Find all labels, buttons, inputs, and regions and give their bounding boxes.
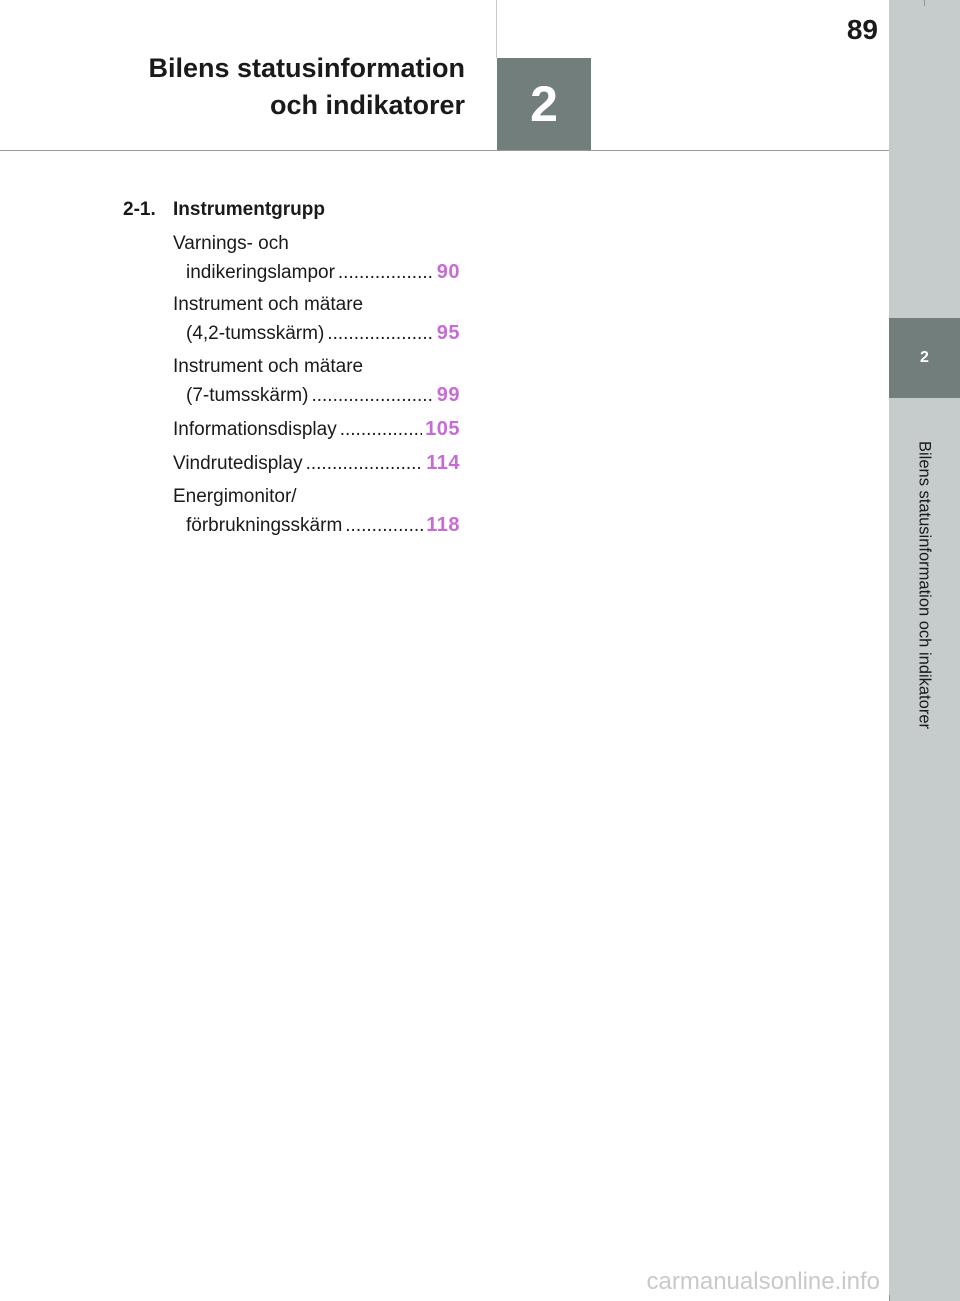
header-divider-vertical (496, 0, 497, 58)
toc-entry-text: indikeringslampor (186, 262, 335, 283)
toc-page-link[interactable]: 99 (436, 384, 460, 406)
toc-page-link[interactable]: 105 (425, 418, 460, 440)
toc-entry-text: Vindrutedisplay (173, 453, 303, 474)
toc-leader-dots (306, 450, 424, 478)
side-tab-title: Bilens statusinformation och indikatorer (915, 441, 934, 729)
chapter-number-box (497, 58, 591, 150)
toc-leader-dots (311, 382, 433, 410)
page-number: 89 (846, 14, 878, 45)
chapter-side-tab[interactable] (889, 318, 960, 398)
toc-entry-gauges-42[interactable] (173, 291, 460, 348)
toc-entry-head-up-display[interactable] (173, 449, 460, 478)
toc-leader-dots (338, 259, 434, 287)
toc-entry-text: Varnings- och (173, 233, 289, 254)
toc-entry-text: Energimonitor/ (173, 486, 297, 507)
toc-entry-energy-monitor[interactable] (173, 483, 460, 540)
toc-entry-text: (4,2-tumsskärm) (186, 323, 325, 344)
toc-leader-dots (340, 416, 422, 444)
toc-leader-dots (327, 320, 433, 348)
crop-mark (924, 0, 925, 6)
chapter-title (100, 50, 465, 124)
toc-entry-text: (7-tumsskärm) (186, 385, 309, 406)
section-number: 2-1. (123, 199, 156, 220)
chapter-number: 2 (530, 76, 558, 132)
toc-entry-text: Instrument och mätare (173, 294, 364, 315)
toc-page-link[interactable]: 114 (426, 452, 460, 474)
toc-page-link[interactable]: 118 (426, 514, 460, 536)
toc-entry-text: Informationsdisplay (173, 419, 337, 440)
toc-page-link[interactable]: 95 (436, 322, 460, 344)
watermark: carmanualsonline.info (646, 1268, 880, 1295)
crop-mark (889, 1295, 890, 1301)
toc-page-link[interactable]: 90 (436, 261, 460, 283)
toc-entry-text: Instrument och mätare (173, 356, 364, 377)
side-tab-number: 2 (920, 349, 929, 366)
section-title: Instrumentgrupp (173, 199, 325, 220)
toc-entry-gauges-7[interactable] (173, 353, 460, 410)
header-divider-horizontal (0, 150, 889, 151)
toc-entry-warning-lamps[interactable] (173, 230, 460, 287)
toc-entry-information-display[interactable] (173, 415, 460, 444)
toc-leader-dots (345, 512, 423, 540)
toc-entry-text: förbrukningsskärm (186, 515, 343, 536)
chapter-title-line2: och indikatorer (269, 90, 465, 120)
chapter-title-line1: Bilens statusinformation (148, 53, 465, 83)
